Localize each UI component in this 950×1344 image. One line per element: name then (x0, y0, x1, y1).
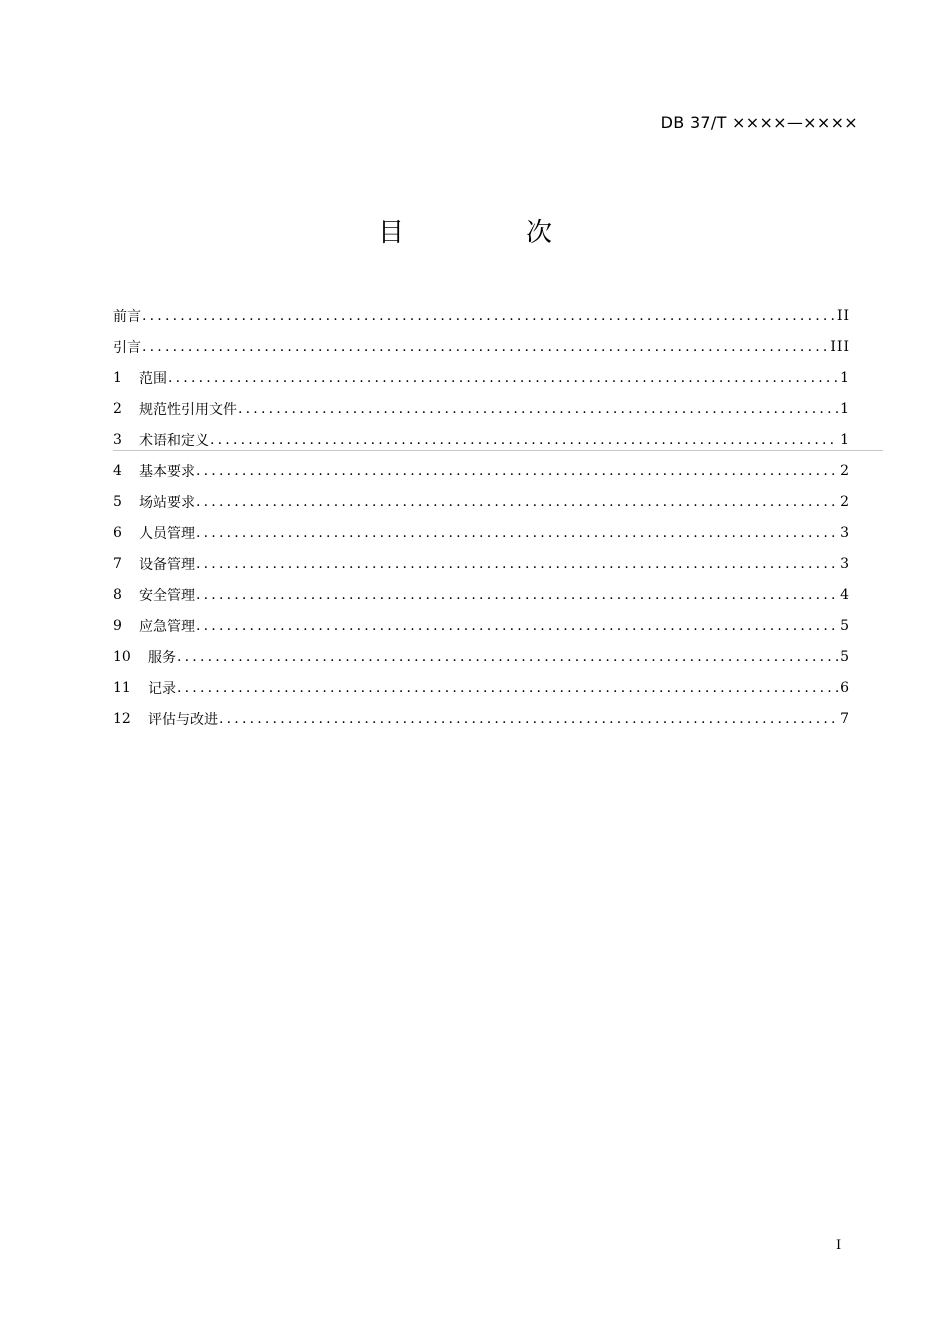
toc-entry-label: 应急管理 (139, 618, 195, 635)
toc-entry-label: 服务 (148, 649, 176, 666)
toc-entry-number: 3 (113, 431, 122, 448)
toc-entry-label: 引言 (113, 339, 141, 356)
toc-entry-number: 4 (113, 462, 122, 479)
toc-entry-page: 4 (840, 586, 850, 603)
toc-leader-dots (168, 370, 838, 386)
toc-entry-service[interactable] (113, 641, 850, 672)
toc-title: 目 次 (377, 218, 600, 248)
toc-leader-dots (196, 587, 838, 603)
toc-entry-number: 6 (113, 524, 122, 541)
toc-entry-safety-management[interactable] (113, 579, 850, 610)
toc-entry-page: 1 (840, 369, 850, 386)
toc-leader-dots (196, 494, 838, 510)
page-number: I (836, 1238, 842, 1253)
toc-leader-dots (177, 680, 838, 696)
toc-entry-label: 评估与改进 (148, 711, 218, 728)
toc-leader-dots (238, 401, 838, 417)
toc-entry-number: 8 (113, 586, 122, 603)
toc-leader-dots (196, 618, 838, 634)
toc-entry-page: 5 (840, 617, 850, 634)
toc-entry-number: 5 (113, 493, 122, 510)
toc-entry-number: 11 (113, 679, 131, 696)
toc-leader-dots (196, 525, 838, 541)
toc-entry-number: 1 (113, 369, 122, 386)
toc-leader-dots (210, 432, 838, 448)
toc-entry-label: 安全管理 (139, 587, 195, 604)
toc-entry-page: II (836, 307, 850, 324)
toc-entry-introduction[interactable] (113, 331, 850, 362)
toc-entry-page: 2 (840, 493, 850, 510)
toc-entry-foreword[interactable] (113, 300, 850, 331)
toc-entry-page: 2 (840, 462, 850, 479)
toc-entry-page: 6 (840, 679, 850, 696)
toc-entry-evaluation-improvement[interactable] (113, 703, 850, 734)
toc-entry-label: 术语和定义 (139, 432, 209, 449)
toc-entry-equipment-management[interactable] (113, 548, 850, 579)
toc-entry-label: 人员管理 (139, 525, 195, 542)
toc-entry-normative-references[interactable] (113, 393, 850, 424)
toc-entry-label: 前言 (113, 308, 141, 325)
toc-entry-page: 5 (840, 648, 850, 665)
toc-entry-label: 基本要求 (139, 463, 195, 480)
toc-entry-page: 3 (840, 555, 850, 572)
toc-entry-number: 10 (113, 648, 131, 665)
toc-entry-page: 7 (840, 710, 850, 727)
toc-entry-number: 12 (113, 710, 131, 727)
toc-entry-emergency-management[interactable] (113, 610, 850, 641)
toc-entry-records[interactable] (113, 672, 850, 703)
toc-entry-page: 1 (840, 431, 850, 448)
toc-entry-personnel-management[interactable] (113, 517, 850, 548)
document-code: DB 37/T ××××—×××× (660, 113, 858, 132)
toc-list (113, 300, 850, 734)
toc-entry-label: 设备管理 (139, 556, 195, 573)
toc-entry-label: 场站要求 (139, 494, 195, 511)
toc-leader-dots (142, 308, 835, 324)
toc-entry-basic-requirements[interactable] (113, 455, 850, 486)
toc-leader-dots (196, 556, 838, 572)
toc-leader-dots (142, 339, 828, 355)
toc-leader-dots (177, 649, 838, 665)
toc-entry-number: 9 (113, 617, 122, 634)
toc-entry-label: 规范性引用文件 (139, 401, 237, 418)
toc-entry-scope[interactable] (113, 362, 850, 393)
toc-leader-dots (219, 711, 838, 727)
toc-entry-number: 2 (113, 400, 122, 417)
toc-leader-dots (196, 463, 838, 479)
toc-entry-site-requirements[interactable] (113, 486, 850, 517)
toc-entry-label: 范围 (139, 370, 167, 387)
toc-entry-page: 3 (840, 524, 850, 541)
toc-entry-label: 记录 (148, 680, 176, 697)
toc-entry-page: 1 (840, 400, 850, 417)
toc-entry-page: III (830, 338, 850, 355)
toc-entry-terms-definitions[interactable] (113, 424, 850, 455)
toc-entry-number: 7 (113, 555, 122, 572)
